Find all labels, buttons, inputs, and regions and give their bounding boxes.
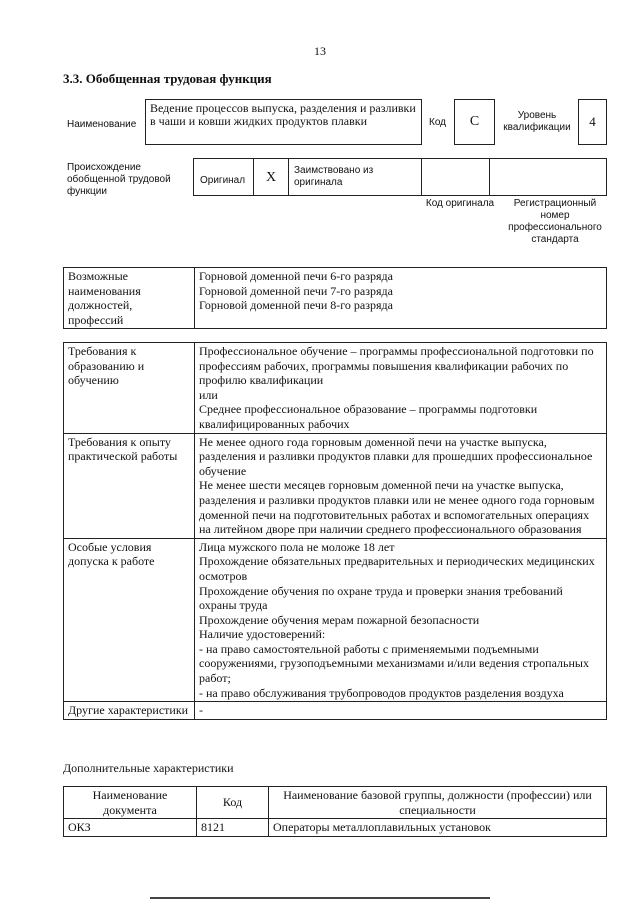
section-title: 3.3. Обобщенная трудовая функция [63, 71, 272, 86]
requirement-row-experience [64, 433, 607, 538]
other-value: - [195, 702, 607, 720]
code-box [454, 99, 495, 145]
header-group-name: Наименование базовой группы, должности (профессии) или специальности [269, 787, 607, 819]
positions-table [63, 267, 607, 329]
table-row [64, 819, 607, 837]
borrowed-label: Заимствовано из оригинала [294, 165, 374, 188]
positions-label: Возможные наименования должностей, профессий [64, 268, 195, 329]
positions-values: Горновой доменной печи 6-го разряда Горновой доменной печи 7-го разряда Горновой доменной печи 8-го разряда [195, 268, 607, 329]
row-group-name: Операторы металлоплавильных установок [269, 819, 607, 837]
original-mark: X [265, 170, 277, 185]
requirement-row-special-conditions [64, 538, 607, 702]
level-value: 4 [589, 114, 596, 129]
row-doc-name: ОКЗ [64, 819, 197, 837]
requirement-row-other [64, 702, 607, 720]
requirement-row-education [64, 343, 607, 434]
experience-value: Не менее одного года горновым доменной печи на участке выпуска, разделения и разливки продуктов плавки для прошедших профессиональное обучение Не менее шести месяцев горновым доменной печи на участке выпуска, разделения и разливки продуктов плавки или не менее одного года горновым доменной печи на подготовительных работах и вспомогательных операциях на литейном дворе при наличии среднего профессионального образования [195, 433, 607, 538]
original-label-cell [194, 159, 254, 195]
additional-title: Дополнительные характеристики [63, 761, 234, 775]
bottom-rule [150, 897, 490, 899]
name-label: Наименование [67, 119, 137, 130]
origin-row [193, 158, 607, 196]
requirements-table [63, 342, 607, 720]
original-label: Оригинал [200, 175, 246, 186]
code-original-caption: Код оригинала [425, 198, 495, 209]
special-conditions-label: Особые условия допуска к работе [64, 538, 195, 702]
education-label: Требования к образованию и обучению [64, 343, 195, 434]
additional-table [63, 786, 607, 837]
page-number: 13 [314, 44, 326, 58]
reg-number-cell [490, 159, 606, 195]
code-value: C [469, 114, 480, 129]
additional-header-row [64, 787, 607, 819]
original-mark-cell [254, 159, 289, 195]
other-label: Другие характеристики [64, 702, 195, 720]
header-code: Код [197, 787, 269, 819]
code-label: Код [429, 117, 447, 128]
header-doc-name: Наименование документа [64, 787, 197, 819]
borrowed-label-cell [289, 159, 422, 195]
experience-label: Требования к опыту практической работы [64, 433, 195, 538]
row-code: 8121 [197, 819, 269, 837]
positions-row [64, 268, 607, 329]
level-box [578, 99, 607, 145]
origin-label: Происхождение обобщенной трудовой функции [67, 162, 171, 197]
code-original-cell [422, 159, 490, 195]
special-conditions-value: Лица мужского пола не моложе 18 лет Прохождение обязательных предварительных и периодических медицинских осмотров Прохождение обучения по охране труда и проверки знания требований охраны труда Прохождение обучения мерам пожарной безопасности Наличие удостоверений: - на право самостоятельной работы с применяемыми подъемными сооружениями, грузоподъемными механизмами и/или ведения стропальных работ; - на право обслуживания трубопроводов продуктов разделения воздуха [195, 538, 607, 702]
level-label: Уровень квалификации [503, 110, 571, 133]
education-value: Профессиональное обучение – программы профессиональной подготовки по профессиям рабочих, программы повышения квалификации рабочих по профилю квалификации или Среднее профессиональное образование – программы подготовки квалифицированных рабочих [195, 343, 607, 434]
function-name-value: Ведение процессов выпуска, разделения и разливки в чаши и ковши жидких продуктов плавки [150, 101, 416, 129]
reg-number-caption: Регистрационный номер профессионального стандарта [508, 198, 602, 245]
function-name-box [145, 99, 422, 145]
